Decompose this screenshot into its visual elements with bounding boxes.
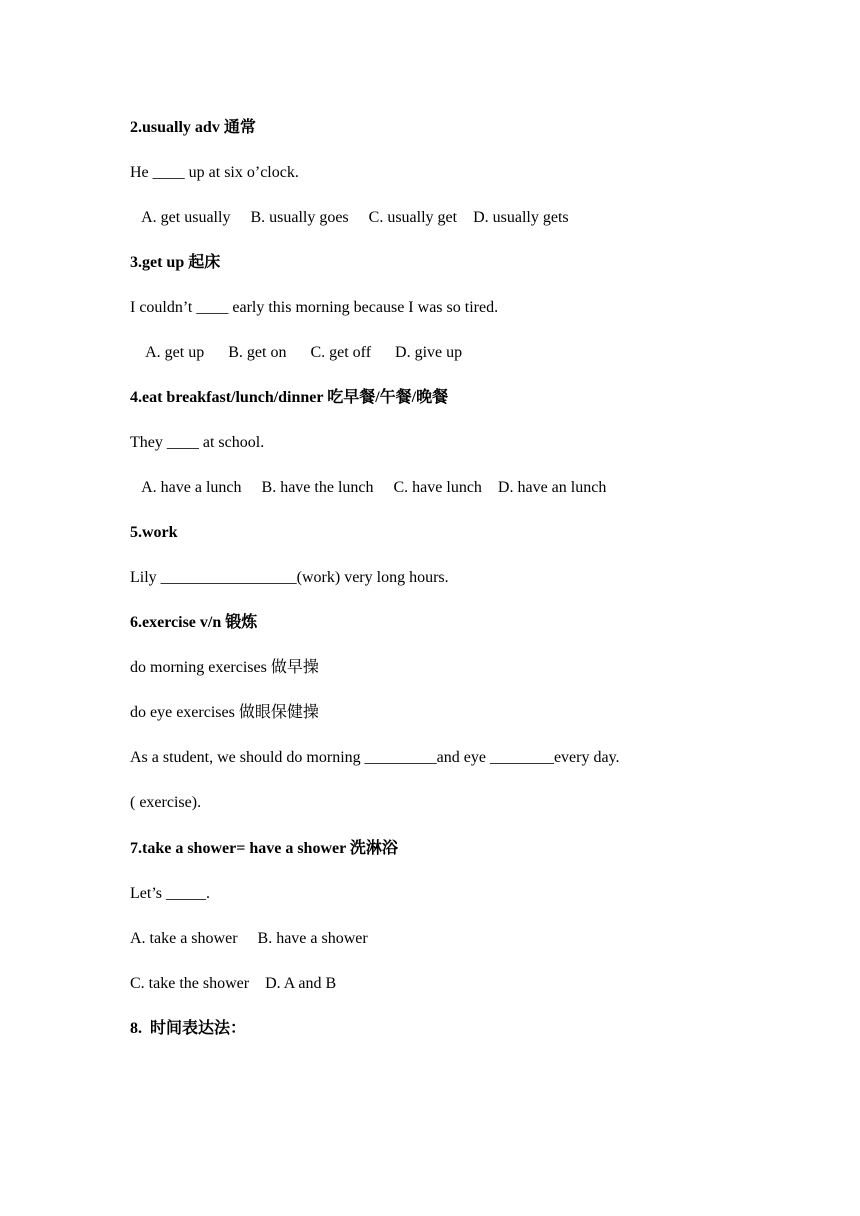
answer-options: A. get usually B. usually goes C. usually get D. usually gets	[130, 209, 569, 226]
section-heading-time-expressions: 8. 时间表达法：	[130, 1020, 247, 1037]
question-sentence: As a student, we should do morning _________and eye ________every day.	[130, 749, 620, 766]
question-sentence: Let’s _____.	[130, 885, 210, 902]
section-heading-usually: 2.usually adv 通常	[130, 119, 256, 136]
section-heading-get-up: 3.get up 起床	[130, 254, 221, 271]
answer-options: A. have a lunch B. have the lunch C. have lunch D. have an lunch	[130, 479, 607, 496]
section-heading-shower: 7.take a shower= have a shower 洗淋浴	[130, 840, 398, 857]
question-sentence: He ____ up at six o’clock.	[130, 164, 299, 181]
question-hint: ( exercise).	[130, 794, 202, 811]
answer-options: C. take the shower D. A and B	[130, 975, 337, 992]
answer-options: A. take a shower B. have a shower	[130, 930, 368, 947]
section-heading-exercise: 6.exercise v/n 锻炼	[130, 614, 258, 631]
section-heading-eat-meals: 4.eat breakfast/lunch/dinner 吃早餐/午餐/晚餐	[130, 389, 449, 406]
question-sentence: I couldn’t ____ early this morning because I was so tired.	[130, 299, 499, 316]
section-heading-work: 5.work	[130, 524, 178, 541]
example-phrase: do morning exercises 做早操	[130, 659, 319, 676]
question-sentence: They ____ at school.	[130, 434, 265, 451]
question-sentence: Lily _________________(work) very long hours.	[130, 569, 449, 586]
answer-options: A. get up B. get on C. get off D. give up	[130, 344, 463, 361]
example-phrase: do eye exercises 做眼保健操	[130, 704, 319, 721]
